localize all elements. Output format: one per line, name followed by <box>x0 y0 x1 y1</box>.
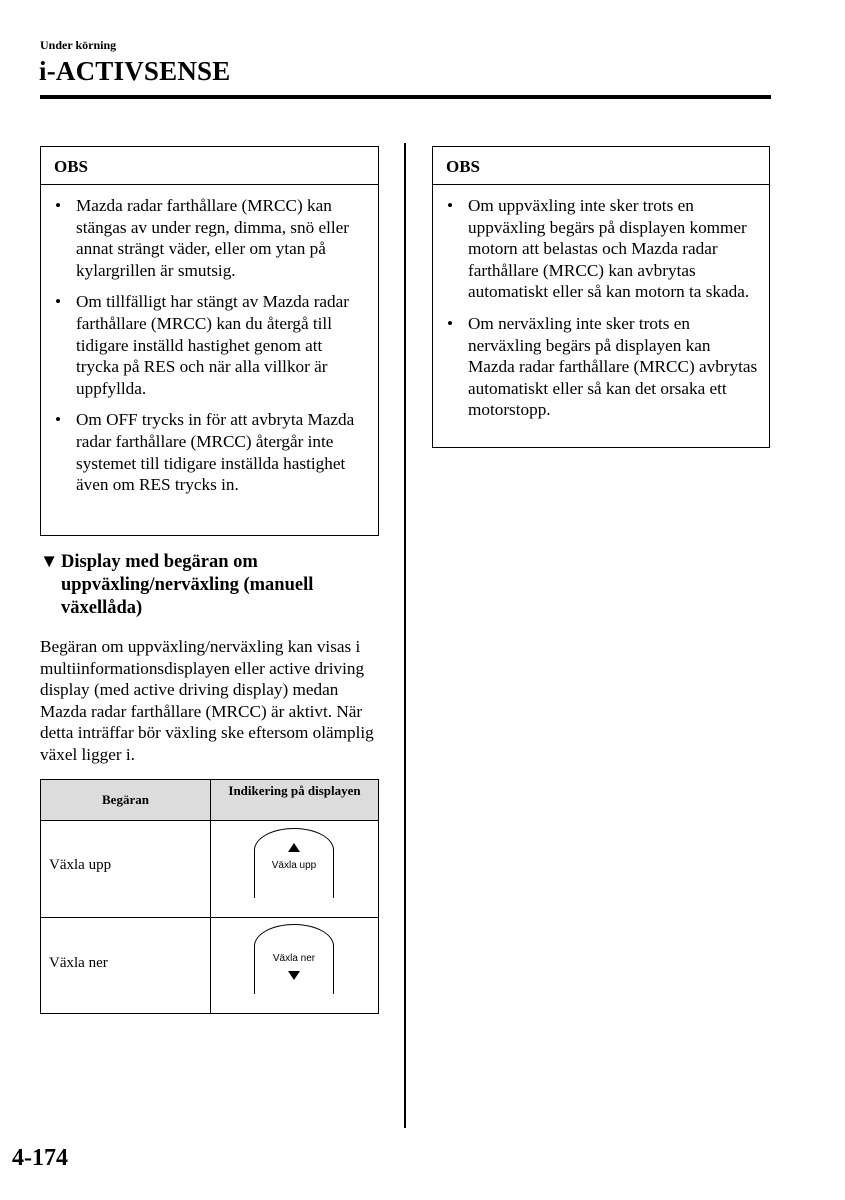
subsection-heading <box>40 551 380 620</box>
obs-heading: OBS <box>433 147 769 185</box>
bullet-icon: • <box>55 292 62 312</box>
table-header-display: Indikering på displayen <box>228 783 361 798</box>
obs-item-text: Mazda radar farthållare (MRCC) kan stängas av under regn, dimma, snö eller annat strängt väder, eller om ytan på kylargrillen är smutsig. <box>76 196 350 280</box>
bullet-icon: • <box>447 313 454 333</box>
bullet-icon: • <box>55 196 62 215</box>
shift-indication-table <box>40 779 379 1014</box>
obs-item <box>55 409 368 495</box>
obs-item-text: Om nerväxling inte sker trots en nerväxling begärs på displayen kan Mazda radar farthållare (MRCC) avbrytas automatiskt eller så kan det orsaka ett motorstopp. <box>468 313 758 420</box>
triangle-down-icon: ▼ <box>40 552 59 572</box>
obs-item <box>55 195 368 281</box>
down-arrow-icon <box>288 971 300 980</box>
obs-item-text: Om OFF trycks in för att avbryta Mazda radar farthållare (MRCC) återgår inte systemet till tidigare inställda hastighet även om RES trycks in. <box>76 410 355 495</box>
obs-note-box-left <box>40 146 379 536</box>
obs-item <box>55 291 368 399</box>
obs-note-box-right <box>432 146 770 448</box>
obs-heading: OBS <box>41 147 378 185</box>
table-header-request: Begäran <box>102 792 149 807</box>
bullet-icon: • <box>55 410 62 430</box>
table-cell-request: Växla upp <box>49 857 112 873</box>
obs-item-text: Om uppväxling inte sker trots en uppväxling begärs på displayen kommer motorn att belastas och Mazda radar farthållare (MRCC) kan avbrytas automatiskt eller så kan motorn ta skada. <box>468 196 750 302</box>
table-column-divider <box>210 780 211 1013</box>
body-paragraph: Begäran om uppväxling/nerväxling kan visas i multiinformationsdisplayen eller active driving display (med active driving display) medan Mazda radar farthållare (MRCC) är aktivt. När detta inträffar bör växling ske eftersom olämplig växel ligger i. <box>40 637 374 764</box>
up-arrow-icon <box>288 843 300 852</box>
subsection-heading-text: Display med begäran om uppväxling/nerväxling (manuell växellåda) <box>61 552 314 618</box>
obs-list <box>433 185 769 429</box>
table-cell-request: Växla ner <box>49 955 108 971</box>
obs-item-text: Om tillfälligt har stängt av Mazda radar farthållare (MRCC) kan du återgå till tidigare inställd hastighet genom att trycka på RES och när alla villkor är uppfyllda. <box>76 292 349 398</box>
section-label: Under körning <box>40 38 117 52</box>
table-row-divider <box>41 917 378 918</box>
obs-item <box>447 195 759 303</box>
bullet-icon: • <box>447 196 454 215</box>
title-rule <box>40 95 771 99</box>
obs-list <box>41 185 378 504</box>
display-indicator-text: Växla upp <box>271 860 317 871</box>
page-number: 4-174 <box>12 1145 68 1171</box>
column-divider <box>404 143 406 1128</box>
page-title: i-ACTIVSENSE <box>39 56 231 86</box>
obs-item <box>447 313 759 421</box>
display-indicator-text: Växla ner <box>272 953 316 964</box>
